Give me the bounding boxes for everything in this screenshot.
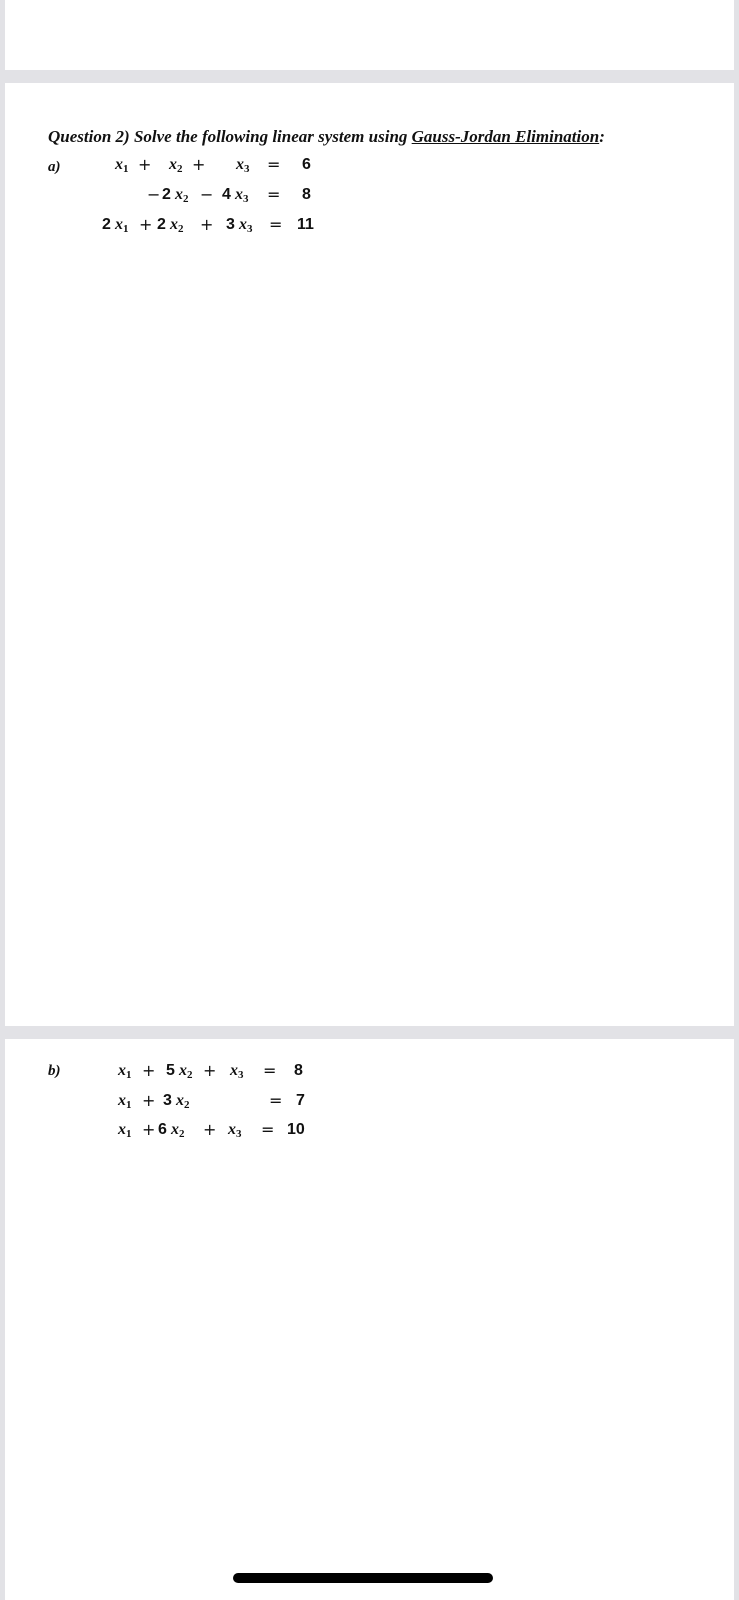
equals-sign: = — [263, 1061, 277, 1080]
coefficient: 2 — [162, 186, 171, 203]
equation-row — [5, 184, 734, 206]
rhs-value: 7 — [296, 1092, 305, 1109]
leading-minus: − — [147, 185, 161, 204]
previous-page — [5, 0, 734, 70]
equation-row — [5, 1060, 734, 1082]
rhs-value: 10 — [287, 1121, 305, 1138]
term-x2: $x_2$ — [176, 1092, 190, 1111]
term-x2: $x_2$ — [170, 216, 184, 235]
coefficient: 6 — [158, 1121, 167, 1138]
part-a-label: a) — [48, 159, 61, 175]
rhs-value: 11 — [297, 216, 314, 233]
equation-row — [5, 1090, 734, 1112]
equals-sign: = — [269, 215, 283, 234]
rhs-value: 8 — [294, 1062, 303, 1079]
equation-row — [5, 214, 734, 236]
equals-sign: = — [267, 155, 281, 174]
operator: − — [200, 185, 214, 204]
term-x1: $x_1$ — [118, 1062, 132, 1081]
coefficient: 3 — [226, 216, 235, 233]
method-name: Gauss-Jordan Elimination — [411, 127, 600, 146]
term-x2: $x_2$ — [169, 156, 183, 175]
term-x2: $x_2$ — [171, 1121, 185, 1140]
operator: + — [142, 1120, 156, 1139]
operator: + — [192, 155, 206, 174]
equals-sign: = — [261, 1120, 275, 1139]
equals-sign: = — [267, 185, 281, 204]
home-indicator[interactable] — [233, 1573, 493, 1583]
equation-row — [5, 1119, 734, 1141]
question-prefix: Question 2) Solve the following linear system using — [48, 127, 412, 146]
coefficient: 5 — [166, 1062, 175, 1079]
term-x1: $x_1$ — [115, 156, 129, 175]
term-x3: $x_3$ — [235, 186, 249, 205]
operator: + — [203, 1061, 217, 1080]
part-b-label: b) — [48, 1063, 61, 1079]
question-suffix: : — [599, 127, 605, 146]
operator: + — [200, 215, 214, 234]
term-x1: $x_1$ — [115, 216, 129, 235]
term-x1: $x_1$ — [118, 1121, 132, 1140]
operator: + — [139, 215, 153, 234]
term-x3: $x_3$ — [239, 216, 253, 235]
term-x1: $x_1$ — [118, 1092, 132, 1111]
question-title — [48, 127, 605, 147]
term-x2: $x_2$ — [179, 1062, 193, 1081]
operator: + — [142, 1091, 156, 1110]
term-x3: $x_3$ — [228, 1121, 242, 1140]
equation-row — [5, 154, 734, 176]
operator: + — [142, 1061, 156, 1080]
document-page-2 — [5, 1039, 734, 1600]
document-page-1 — [5, 83, 734, 1026]
coefficient: 3 — [163, 1092, 172, 1109]
operator: + — [203, 1120, 217, 1139]
term-x3: $x_3$ — [230, 1062, 244, 1081]
rhs-value: 6 — [302, 156, 311, 173]
term-x2: $x_2$ — [175, 186, 189, 205]
operator: + — [138, 155, 152, 174]
coefficient: 2 — [157, 216, 166, 233]
rhs-value: 8 — [302, 186, 311, 203]
equals-sign: = — [269, 1091, 283, 1110]
term-x3: $x_3$ — [236, 156, 250, 175]
coefficient: 4 — [222, 186, 231, 203]
coefficient: 2 — [102, 216, 111, 233]
